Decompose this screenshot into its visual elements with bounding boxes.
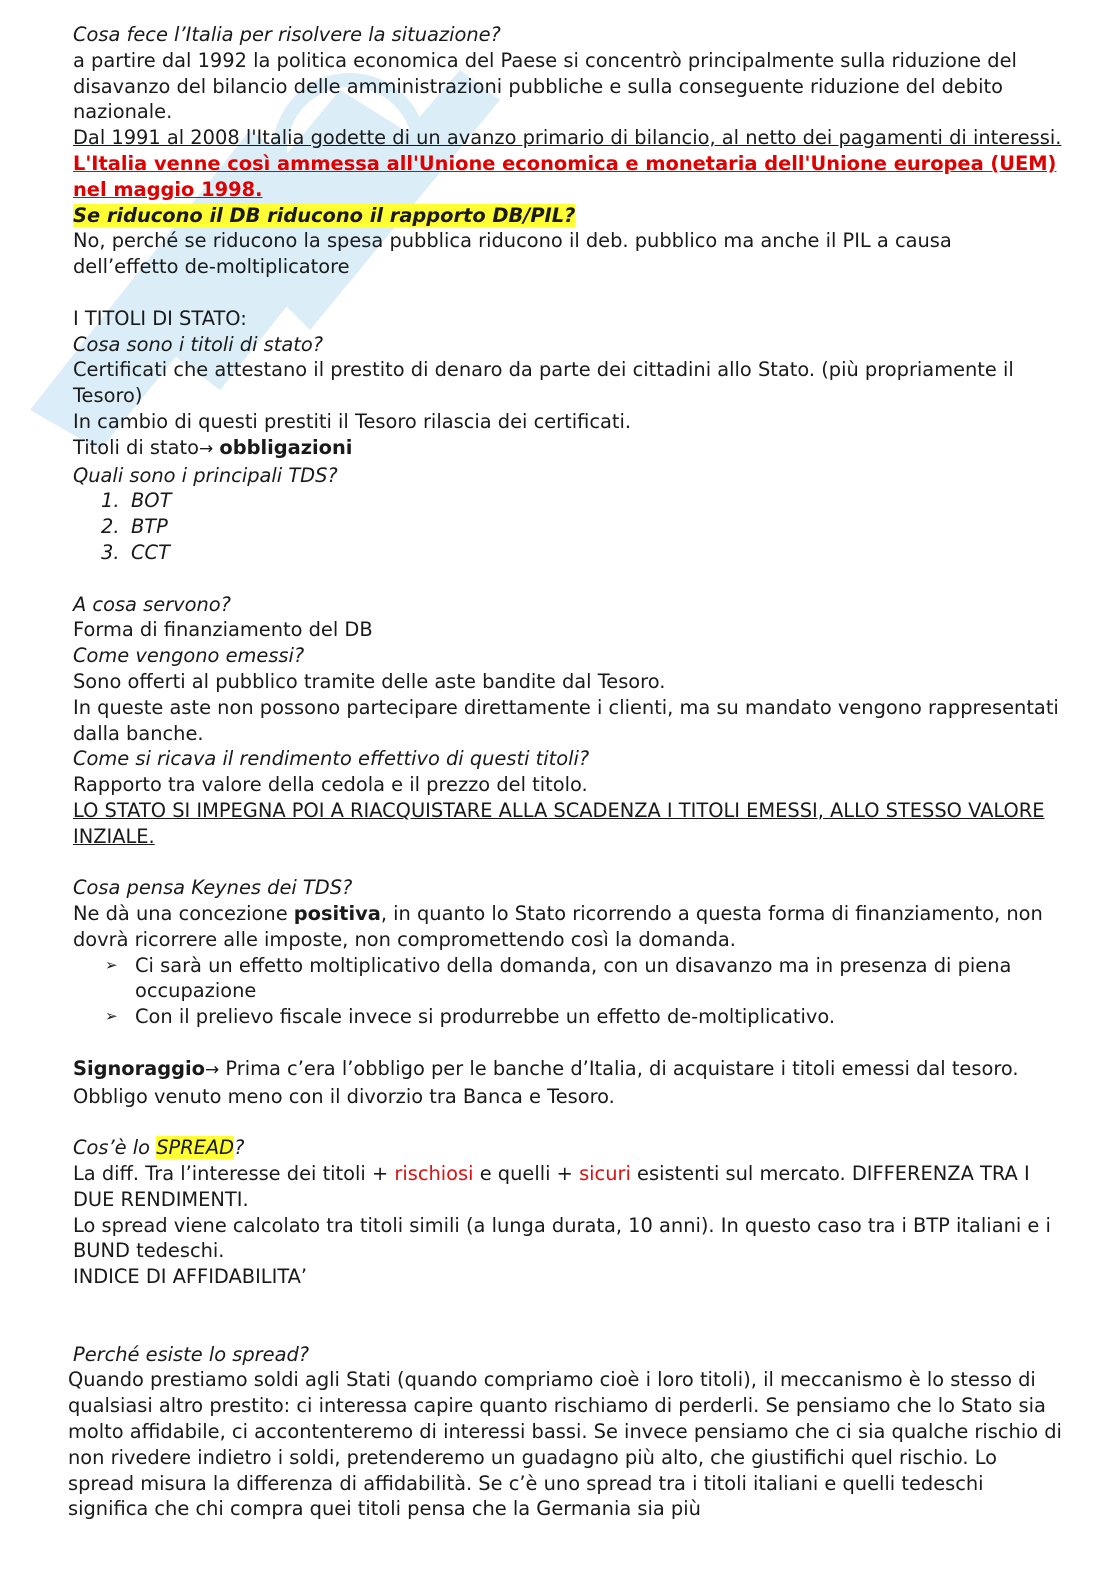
tds-list	[73, 488, 1063, 565]
list-item	[105, 953, 1063, 1005]
highlight-question-db-pil: Se riducono il DB riducono il rapporto DB/PIL?	[73, 203, 576, 227]
text-segment: La diff. Tra l’interesse dei titoli +	[73, 1162, 395, 1186]
list-item	[101, 540, 1063, 566]
answer-perche-spread: Quando prestiamo soldi agli Stati (quando compriamo cioè i loro titoli), il meccanismo è lo stesso di qualsiasi altro prestito: ci interessa capire quanto rischiamo di perderli. Se pensiamo che lo Stato sia molto affidabile, ci accontenteremo di interessi bassi. Se invece pensiamo che ci sia qualche rischio di non rivedere indietro i soldi, pretenderemo un guadagno più alto, che giustifichi quel rischio. Lo spread misura la differenza di affidabilità. Se c’è uno spread tra i titoli italiani e quelli tedeschi significa che chi compra quei titoli pensa che la Germania sia più	[68, 1368, 1062, 1521]
question-come-emessi: Come vengono emessi?	[73, 644, 305, 668]
paragraph-signoraggio	[73, 1056, 1063, 1110]
question-italia: Cosa fece l’Italia per risolvere la situazione?	[73, 23, 501, 46]
text-rischiosi: rischiosi	[394, 1162, 474, 1186]
question-rendimento: Come si ricava il rendimento effettivo di questi titoli?	[73, 747, 590, 771]
list-item	[101, 514, 1063, 540]
answer-avanzo: Dal 1991 al 2008 l'Italia godette di un avanzo primario di bilancio, al netto dei pagamenti di interessi.	[73, 126, 1062, 150]
text-positiva: positiva	[293, 902, 381, 926]
heading-titoli-di-stato: I TITOLI DI STATO:	[73, 306, 247, 330]
list-number: 3.	[101, 540, 120, 564]
answer-1992: a partire dal 1992 la politica economica del Paese si concentrò principalmente sulla riduzione del disavanzo del bilancio delle amministrazioni pubbliche e sulla conseguente riduzione del debito nazionale.	[73, 48, 1017, 124]
text-titoli-di-stato: Titoli di stato	[73, 435, 199, 459]
list-number: 1.	[101, 489, 120, 513]
answer-affidabilita: INDICE DI AFFIDABILITA’	[73, 1265, 308, 1289]
text-segment: Cos’è lo	[73, 1136, 157, 1160]
spacer	[73, 1109, 1063, 1135]
arrow-bullet-icon: ➢	[105, 1007, 118, 1026]
text-segment: e quelli +	[473, 1162, 580, 1186]
keynes-bullets	[73, 953, 1063, 1030]
arrow-right-icon: →	[198, 438, 214, 459]
spacer	[73, 1316, 1063, 1342]
question-a-cosa-servono: A cosa servono?	[73, 592, 231, 616]
text-segment: esistenti sul mercato. DIFFERENZA TRA I DUE RENDIMENTI.	[73, 1162, 1030, 1211]
list-text: Con il prelievo fiscale invece si produrrebbe un effetto de-moltiplicativo.	[135, 1005, 836, 1029]
text-signoraggio: Signoraggio	[73, 1056, 205, 1080]
text-sicuri: sicuri	[579, 1162, 631, 1186]
answer-btp-bund: Lo spread viene calcolato tra titoli simili (a lunga durata, 10 anni). In questo caso tra i BTP italiani e i BUND tedeschi.	[73, 1213, 1051, 1263]
question-principali-tds: Quali sono i principali TDS?	[73, 463, 338, 487]
list-label: BTP	[131, 515, 168, 539]
spacer	[73, 280, 1063, 306]
highlight-spread: SPREAD	[156, 1136, 235, 1160]
list-label: BOT	[131, 489, 172, 513]
answer-certificati: Certificati che attestano il prestito di denaro da parte dei cittadini allo Stato. (più propriamente il Tesoro)	[73, 358, 1014, 408]
answer-differenza	[73, 1161, 1063, 1213]
list-number: 2.	[101, 515, 120, 539]
question-spread	[73, 1135, 1063, 1161]
text-segment: Prima c’era l’obbligo per le banche d’Italia, di acquistare i titoli emessi dal tesoro. Obbligo venuto meno con il divorzio tra Banca e Tesoro.	[73, 1056, 1019, 1108]
question-db-pil	[73, 203, 1063, 229]
document-body	[68, 22, 1063, 1522]
spacer	[73, 850, 1063, 876]
answer-finanziamento: Forma di finanziamento del DB	[73, 618, 373, 642]
answer-keynes	[73, 901, 1063, 953]
text-segment: , in quanto lo Stato ricorrendo a questa forma di finanziamento, non dovrà ricorrere alle imposte, non compromettendo così la domanda.	[73, 902, 1043, 951]
answer-riacquisto: LO STATO SI IMPEGNA POI A RIACQUISTARE ALLA SCADENZA I TITOLI EMESSI, ALLO STESSO VALORE INZIALE.	[73, 798, 1045, 848]
spacer	[73, 566, 1063, 592]
question-cosa-sono: Cosa sono i titoli di stato?	[73, 332, 323, 356]
answer-mandato: In queste aste non possono partecipare direttamente i clienti, ma su mandato vengono rappresentati dalla banche.	[73, 695, 1059, 745]
text-segment: ?	[234, 1136, 245, 1160]
arrow-right-icon: →	[205, 1059, 220, 1080]
list-label: CCT	[131, 540, 170, 564]
text-segment: Ne dà una concezione	[73, 902, 294, 926]
question-keynes: Cosa pensa Keynes dei TDS?	[73, 876, 353, 900]
answer-demoltiplicatore: No, perché se riducono la spesa pubblica riducono il deb. pubblico ma anche il PIL a causa dell’effetto de-moltiplicatore	[73, 229, 952, 279]
text-obbligazioni: obbligazioni	[219, 435, 353, 459]
answer-aste: Sono offerti al pubblico tramite delle aste bandite dal Tesoro.	[73, 669, 666, 693]
answer-cambio: In cambio di questi prestiti il Tesoro rilascia dei certificati.	[73, 409, 632, 433]
line-obbligazioni	[73, 435, 1063, 463]
list-text: Ci sarà un effetto moltiplicativo della domanda, con un disavanzo ma in presenza di piena occupazione	[135, 953, 1012, 1003]
list-item	[101, 488, 1063, 514]
spacer	[73, 1290, 1063, 1316]
arrow-bullet-icon: ➢	[105, 955, 118, 974]
answer-uem: L'Italia venne così ammessa all'Unione economica e monetaria dell'Unione europea (UEM) nel maggio 1998.	[73, 151, 1057, 201]
list-item	[105, 1004, 1063, 1030]
spacer	[73, 1030, 1063, 1056]
question-perche-spread: Perché esiste lo spread?	[73, 1342, 310, 1366]
answer-cedola: Rapporto tra valore della cedola e il prezzo del titolo.	[73, 773, 588, 797]
